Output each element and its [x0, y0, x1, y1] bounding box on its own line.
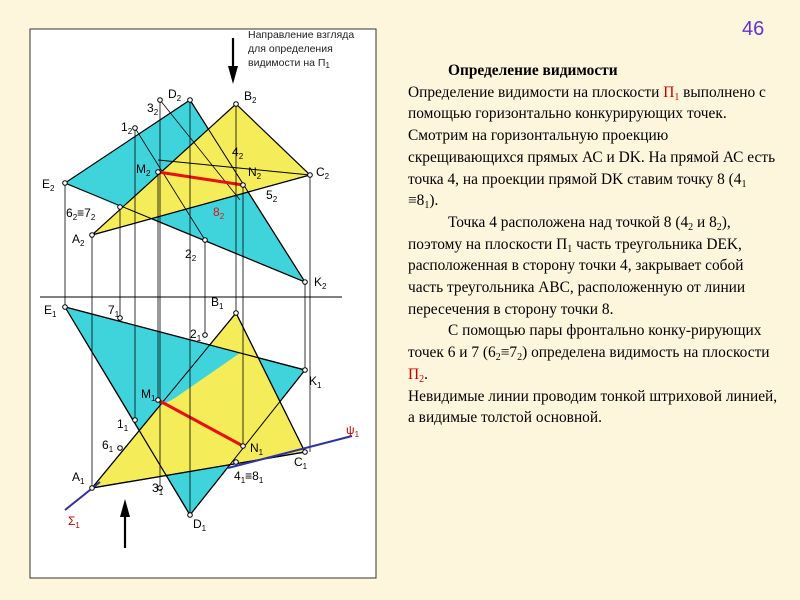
label-31: $3_1$	[152, 481, 164, 497]
label-m1: $M_1$	[141, 387, 156, 403]
label-42: $4_2$	[232, 145, 244, 161]
label-22: $2_2$	[185, 247, 197, 263]
label-c2: $C_2$	[316, 165, 330, 181]
paragraph-1	[408, 82, 780, 212]
label-n2: $N_2$	[248, 165, 262, 181]
label-psi1: $\psi_1$	[346, 423, 360, 439]
text-run: 1	[741, 178, 747, 190]
explanation-text	[408, 60, 780, 429]
text-run: 1	[567, 243, 573, 255]
label-k2: $K_2$	[314, 275, 327, 291]
text-run: 2	[517, 352, 523, 364]
paragraph-3	[408, 320, 780, 385]
view-note-line1: Направление взгляда	[248, 29, 355, 41]
text-run: часть треугольника DEK, расположенная в сторону точки 4, закрывает собой часть треугольника АВС, расположенную от линии пересечения в сторону точки 8.	[408, 235, 746, 318]
text-run: 2	[716, 221, 722, 233]
label-d1: $D_1$	[193, 517, 207, 533]
label-52: $5_2$	[266, 188, 278, 204]
paragraph-4: Невидимые линии проводим тонкой штриховой линией, а видимые толстой основной.	[408, 387, 778, 427]
label-sigma1: $\Sigma_1$	[68, 514, 80, 530]
text-run: 2	[688, 221, 694, 233]
label-71: $7_1$	[108, 303, 120, 319]
label-12: $1_2$	[121, 120, 133, 136]
view-note-line2: для определения	[248, 43, 333, 55]
paragraph-2	[408, 212, 780, 321]
text-run: .	[424, 365, 428, 383]
text-run: ≡8	[408, 192, 425, 210]
label-m2: $M_2$	[136, 162, 151, 178]
text-run: выполнено с помощью горизонтально конкурирующих точек. Смотрим на горизонтальную проекцию скрещивающихся прямых АС и DK. На прямой АС есть точка 4, на проекции прямой DK ставим точку 8 (4	[408, 83, 776, 188]
text-run: 2	[495, 352, 501, 364]
text-run: ) определена видимость на плоскости	[522, 344, 770, 362]
text-run: Определение видимости на плоскости	[408, 83, 664, 101]
text-run: 1	[424, 200, 430, 212]
page-number: 46	[742, 18, 765, 40]
text-run: и 8	[693, 213, 717, 231]
text-run: П	[408, 365, 420, 383]
label-b1: $B_1$	[211, 295, 224, 311]
text-run: 2	[419, 373, 425, 385]
label-a2: $A_2$	[72, 232, 85, 248]
label-a1: $A_1$	[72, 470, 85, 486]
label-21: $2_1$	[190, 327, 202, 343]
text-run: 1	[674, 91, 680, 103]
view-note-line3: видимости на П1	[248, 57, 330, 70]
label-82: $8_2$	[213, 205, 225, 221]
label-61: $6_1$	[102, 438, 114, 454]
label-32: $3_2$	[147, 101, 159, 117]
label-b2: $B_2$	[244, 89, 257, 105]
label-e1: $E_1$	[44, 303, 57, 319]
label-11: $1_1$	[117, 417, 129, 433]
label-d2: $D_2$	[168, 87, 182, 103]
text-run: С помощью пары фронтально конку-рирующих точек 6 и 7 (6	[408, 322, 762, 362]
text-run: ≡7	[500, 344, 518, 362]
label-n1: $N_1$	[250, 441, 264, 457]
text-run: Точка 4 расположена над точкой 8 (4	[448, 213, 689, 231]
label-e2: $E_2$	[42, 177, 55, 193]
label-62-72: $6_2\equiv 7_2$	[66, 206, 96, 222]
text-run: ), поэтому на плоскости П	[408, 213, 731, 253]
text-run: ).	[429, 192, 439, 210]
label-k1: $K_1$	[309, 374, 322, 390]
explanation-heading: Определение видимости	[448, 62, 618, 79]
text-run: П	[663, 83, 675, 101]
label-c1: $C_1$	[294, 455, 308, 471]
label-41-81: $4_1\equiv 8_1$	[234, 469, 264, 485]
